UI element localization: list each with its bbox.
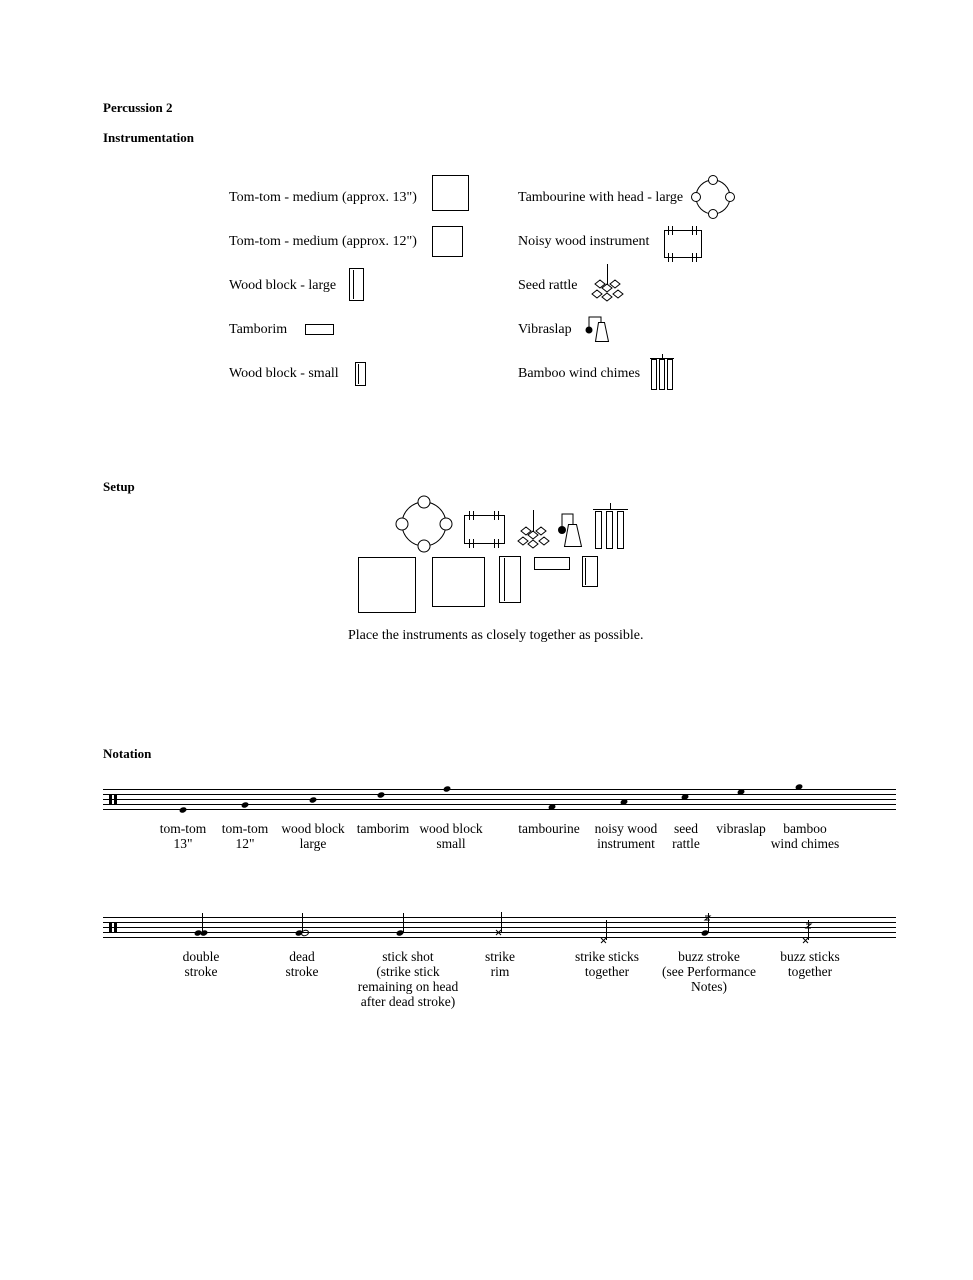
notation-caption: strike sticks together	[574, 949, 640, 979]
notation-caption: buzz stroke (see Performance Notes)	[661, 949, 757, 994]
notation-caption: wood block large	[281, 821, 345, 851]
strike-rim-note	[496, 912, 502, 935]
page-title: Percussion 2	[103, 100, 173, 115]
notation-heading: Notation	[103, 746, 152, 761]
instrument-label: Wood block - small	[229, 366, 339, 381]
notation-caption: bamboo wind chimes	[770, 821, 840, 851]
notation-caption: noisy wood instrument	[594, 821, 658, 851]
notation-caption: tom-tom 12"	[221, 821, 269, 851]
instrument-label: Seed rattle	[518, 278, 578, 293]
notation-caption: wood block small	[419, 821, 483, 851]
notation-caption: buzz sticks together	[780, 949, 840, 979]
notation-caption: vibraslap	[716, 821, 766, 836]
notation-caption: double stroke	[182, 949, 220, 979]
double-stroke-note	[194, 913, 209, 937]
setup-note: Place the instruments as closely together as possible.	[348, 628, 644, 643]
instrument-label: Tambourine with head - large	[518, 190, 684, 205]
instrument-label: Bamboo wind chimes	[518, 366, 641, 381]
buzz-stroke-note	[701, 913, 710, 937]
notation-caption: tom-tom 13"	[159, 821, 207, 851]
instrument-label: Tom-tom - medium (approx. 12")	[229, 234, 417, 249]
setup-heading: Setup	[103, 479, 135, 494]
staff-lines	[103, 918, 896, 938]
buzz-sticks-note	[803, 920, 811, 943]
instrument-label: Tom-tom - medium (approx. 13")	[229, 190, 417, 205]
notation-caption: dead stroke	[285, 949, 319, 979]
notation-caption: tamborim	[356, 821, 410, 836]
instrument-label: Noisy wood instrument	[518, 234, 650, 249]
notation-caption: seed rattle	[672, 821, 700, 851]
strike-sticks-note	[601, 920, 607, 943]
notation-caption: strike rim	[485, 949, 515, 979]
instrument-label: Vibraslap	[518, 322, 572, 337]
dead-stroke-note	[295, 913, 310, 937]
notation-caption: stick shot (strike stick remaining on head after dead stroke)	[357, 949, 459, 1009]
notation-caption: tambourine	[518, 821, 580, 836]
instrument-label: Wood block - large	[229, 278, 337, 293]
stick-shot-note	[396, 913, 405, 937]
instrument-label: Tamborim	[229, 322, 288, 337]
instrumentation-heading: Instrumentation	[103, 130, 195, 145]
